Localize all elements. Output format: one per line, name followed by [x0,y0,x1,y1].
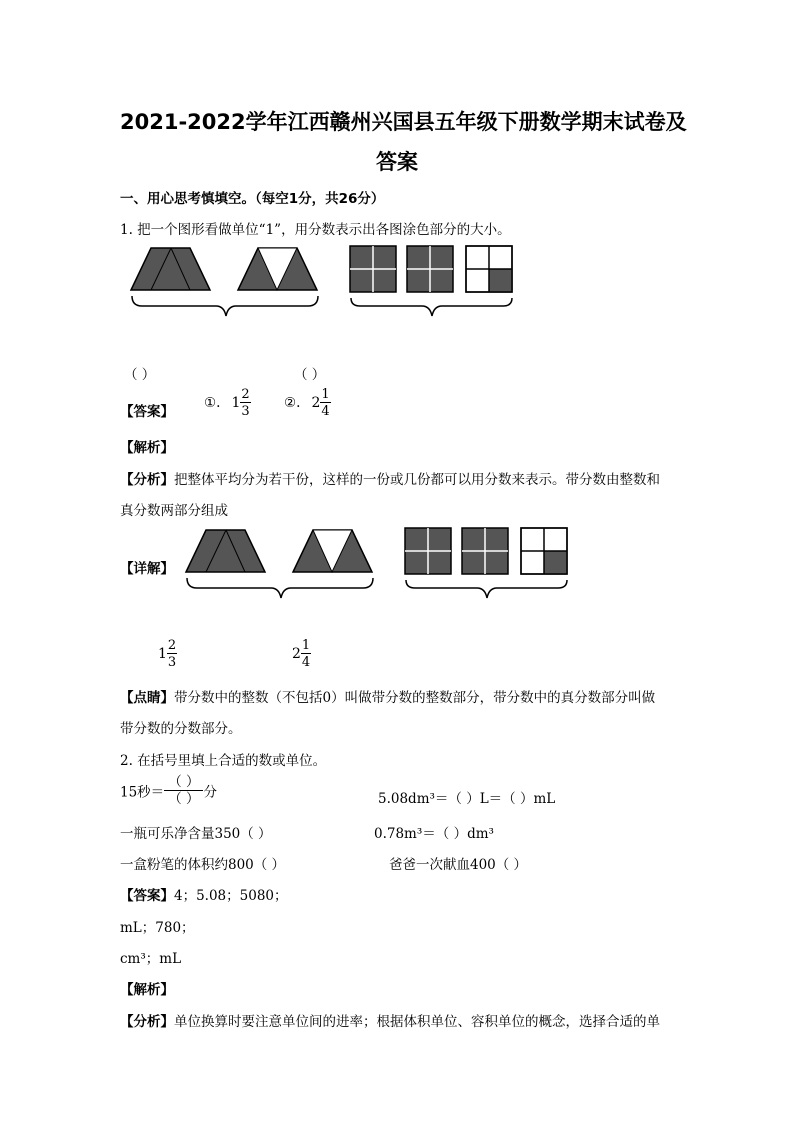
detail-figure [175,522,575,602]
trapezoid-partly-shaded [238,248,317,290]
square-full-2-detail [462,528,508,574]
detail-value-1: 1 $\frac{2}{3}$ [158,638,177,670]
answer-blank-right: （ ） [294,367,326,383]
square-quarter-detail [521,528,567,574]
q2-item4: 0.78m³＝（ ）dm³ [374,826,494,842]
square-full-1 [350,246,396,292]
brace-left [132,296,318,316]
q2-item5: 一盒粉笔的体积约800（ ） [120,857,286,873]
q2-answer-line2: mL；780； [120,920,195,936]
square-full-2 [407,246,453,292]
fenxi-line1: 【分析】把整体平均分为若干份，这样的一份或几份都可以用分数来表示。带分数由整数和 [120,472,660,488]
dianjing-line2: 带分数的分数部分。 [120,721,242,737]
brace-right-detail [406,580,567,598]
fractions-figure [120,240,520,320]
q2-answer-line1: 【答案】4；5.08；5080； [120,888,288,904]
trapezoid-full-shaded [131,248,210,290]
fenxi-line2: 真分数两部分组成 [120,503,228,519]
brace-right [351,298,512,316]
q2-item3: 一瓶可乐净含量350（ ） [120,826,272,842]
answer-2: ②. 2 $\frac{1}{4}$ [284,387,330,419]
q2-item6: 爸爸一次献血400（ ） [389,857,528,873]
q2-item2: 5.08dm³＝（ ）L＝（ ）mL [378,791,556,807]
square-full-1-detail [405,528,451,574]
answer-tag: 【答案】 [120,404,174,420]
question-1-text: 1. 把一个图形看做单位“1”，用分数表示出各图涂色部分的大小。 [120,222,511,238]
answer-1: ①. 1 $\frac{2}{3}$ [204,387,250,419]
page-title-line1: 2021-2022学年江西赣州兴国县五年级下册数学期末试卷及 [120,110,687,134]
section-heading: 一、用心思考慎填空。（每空1分，共26分） [120,191,385,207]
page-title-line2: 答案 [376,150,418,174]
analysis-tag: 【解析】 [120,440,174,456]
trapezoid-partly-shaded-detail [293,530,372,572]
brace-left-detail [187,578,373,598]
detail-value-2: 2 $\frac{1}{4}$ [292,638,311,670]
question-2-text: 2. 在括号里填上合适的数或单位。 [120,753,327,769]
q2-analysis-tag: 【解析】 [120,982,174,998]
q2-answer-line3: cm³；mL [120,951,182,967]
detail-tag: 【详解】 [120,561,174,577]
dianjing-line1: 【点睛】带分数中的整数（不包括0）叫做带分数的整数部分，带分数中的真分数部分叫做 [120,690,656,706]
q2-fenxi-line: 【分析】单位换算时要注意单位间的进率；根据体积单位、容积单位的概念，选择合适的单 [120,1014,660,1030]
trapezoid-full-shaded-detail [186,530,265,572]
q2-item1: 15秒＝ $\frac{( )}{( )}$ 分 [120,774,217,808]
answer-blank-left: （ ） [124,367,156,383]
square-quarter [466,246,512,292]
